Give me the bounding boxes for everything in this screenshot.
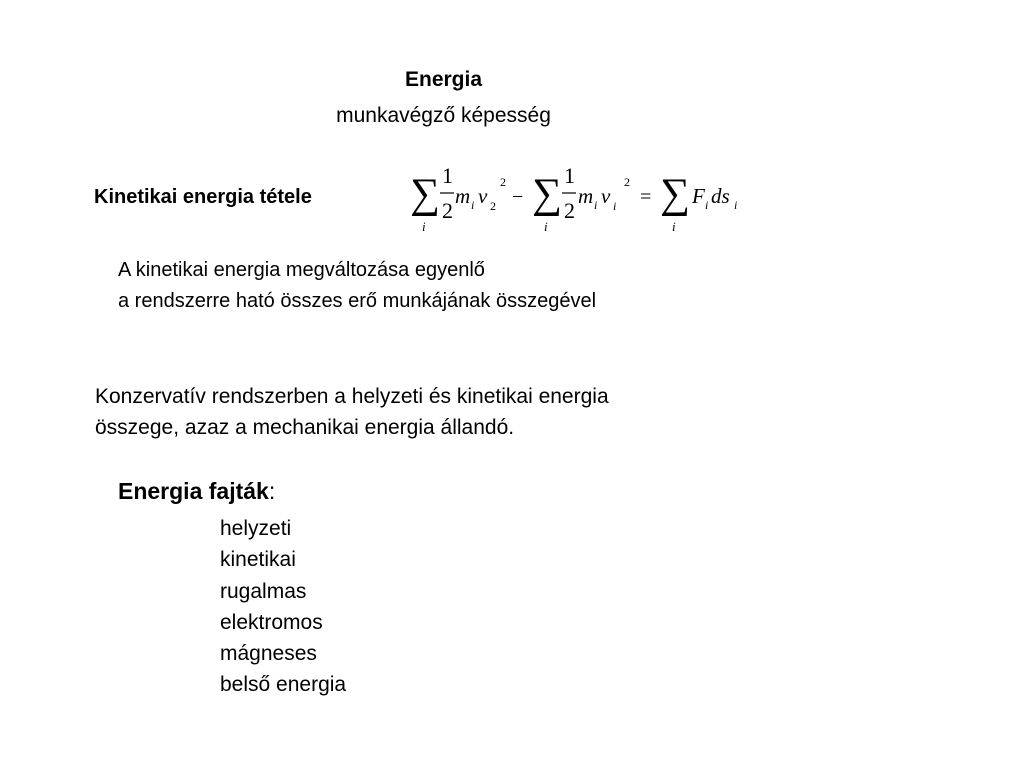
velocity-exponent-2: 2: [624, 175, 630, 189]
sum-symbol-1: ∑: [410, 171, 440, 217]
fraction-numerator-2: 1: [564, 163, 575, 188]
displacement-symbol: ds: [711, 184, 730, 208]
list-item: belső energia: [220, 673, 347, 697]
energy-types-heading-text: Energia fajták: [118, 478, 269, 504]
velocity-symbol-2: v: [601, 184, 611, 208]
list-item: rugalmas: [220, 579, 307, 603]
page-subtitle: munkavégző képesség: [336, 104, 551, 127]
list-item: helyzeti: [220, 517, 292, 540]
statement-line-2: a rendszerre ható összes erő munkájának összegével: [118, 290, 597, 312]
fraction-denominator-1: 2: [442, 198, 453, 223]
sum-symbol-3: ∑: [660, 171, 690, 217]
energy-types-colon: :: [268, 478, 276, 504]
page-title: Energia: [404, 68, 483, 91]
list-item: kinetikai: [220, 548, 296, 572]
conservation-line-2: összege, azaz a mechanikai energia állandó.: [95, 416, 515, 439]
list-item: mágneses: [220, 642, 317, 666]
mass-index-1: i: [471, 198, 475, 212]
velocity-exponent-1: 2: [500, 175, 506, 189]
force-index: i: [705, 198, 709, 212]
energy-types-heading: [118, 478, 275, 505]
mass-index-2: i: [594, 198, 598, 212]
sum-index-3: i: [672, 219, 676, 234]
energy-types-list: [220, 513, 346, 701]
work-energy-statement: [118, 255, 596, 317]
equals-sign: =: [640, 186, 652, 208]
sum-symbol-2: ∑: [532, 171, 562, 217]
formula-svg: [398, 155, 758, 245]
velocity-symbol-1: v: [478, 184, 488, 208]
work-energy-formula: [398, 155, 758, 245]
sum-index-2: i: [544, 219, 548, 234]
velocity-subscript-initial: i: [613, 199, 617, 213]
conservation-line-1: Konzervatív rendszerben a helyzeti és kinetikai energia: [95, 385, 609, 408]
minus-sign: −: [512, 186, 524, 208]
sum-index-1: i: [422, 219, 426, 234]
list-item: elektromos: [220, 610, 323, 634]
statement-line-1: A kinetikai energia megváltozása egyenlő: [118, 259, 485, 281]
fraction-numerator-1: 1: [442, 163, 453, 188]
mass-symbol-2: m: [578, 184, 594, 208]
velocity-subscript-final: 2: [490, 199, 496, 213]
conservation-statement: [95, 381, 609, 443]
theorem-label: Kinetikai energia tétele: [94, 186, 312, 208]
mass-symbol-1: m: [455, 184, 471, 208]
fraction-denominator-2: 2: [564, 198, 575, 223]
displacement-index: i: [734, 198, 738, 212]
force-symbol: F: [692, 184, 705, 208]
